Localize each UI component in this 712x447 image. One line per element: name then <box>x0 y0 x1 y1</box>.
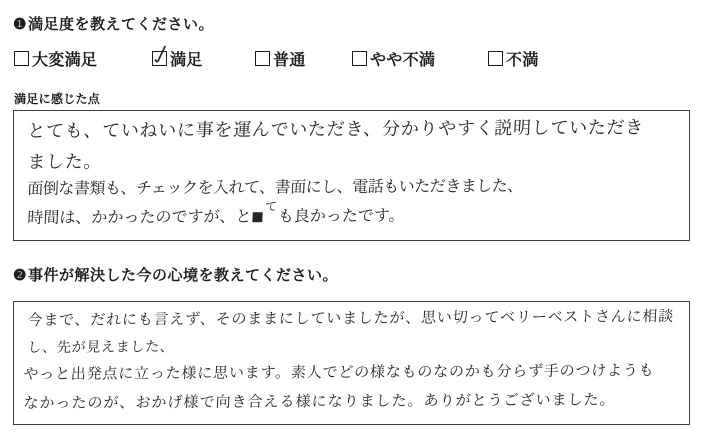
checkbox-neutral[interactable] <box>255 51 270 66</box>
handwritten-check-icon <box>153 45 167 67</box>
option-label: 大変満足 <box>32 52 98 69</box>
option-label: 不満 <box>506 52 539 69</box>
option-very-satisfied[interactable] <box>14 47 97 70</box>
question2-heading <box>13 264 338 285</box>
checkbox-satisfied[interactable] <box>152 51 167 66</box>
question2-heading-text: 事件が解決した今の心境を教えてください。 <box>27 268 338 284</box>
option-neutral[interactable] <box>255 47 306 70</box>
option-satisfied[interactable] <box>152 47 203 70</box>
checkbox-dissatisfied[interactable] <box>488 51 503 66</box>
circled-1-icon: ❶ <box>13 17 27 33</box>
handwriting-line: やっと出発点に立った様に思います。素人でどの様なものなのかも分らず手のつけようも <box>23 361 655 383</box>
handwriting-line <box>26 199 406 228</box>
handwriting-line: とても、ていねいに事を運んでいただき、分かりやすく説明していただき <box>26 117 645 142</box>
line4-before: 時間は、かかったのですが、と <box>26 206 252 227</box>
line4-after: も良かったです。 <box>277 205 406 226</box>
option-somewhat-dissatisfied[interactable] <box>352 47 435 70</box>
question1-heading <box>13 13 214 34</box>
option-label: 普通 <box>273 52 306 69</box>
checkbox-very-satisfied[interactable] <box>14 51 29 66</box>
current-feelings-answer-box[interactable] <box>13 301 690 425</box>
handwriting-line: 面倒な書類も、チェックを入れて、書面にし、電話もいただきました、 <box>26 175 524 198</box>
handwriting-line: ました。 <box>26 151 103 173</box>
circled-2-icon: ❷ <box>13 268 27 284</box>
handwriting-line: し、先が見えました、 <box>27 339 175 356</box>
option-label: 満足 <box>170 52 203 69</box>
option-label: やや不満 <box>370 52 436 69</box>
satisfaction-points-label: 満足に感じた点 <box>14 92 101 106</box>
inserted-correction-character: て <box>264 199 278 214</box>
checkbox-somewhat-dissatisfied[interactable] <box>352 51 367 66</box>
handwriting-line: 今まで、だれにも言えず、そのままにしていましたが、思い切ってベリーベストさんに相談 <box>27 307 675 329</box>
scribbled-out-character: ■ <box>251 209 265 225</box>
satisfaction-answer-box[interactable] <box>13 110 690 241</box>
handwriting-line: なかったのが、おかげ様で向き合える様になりました。ありがとうございました。 <box>23 390 617 412</box>
question1-heading-text: 満足度を教えてください。 <box>27 17 214 33</box>
option-dissatisfied[interactable] <box>488 47 539 70</box>
